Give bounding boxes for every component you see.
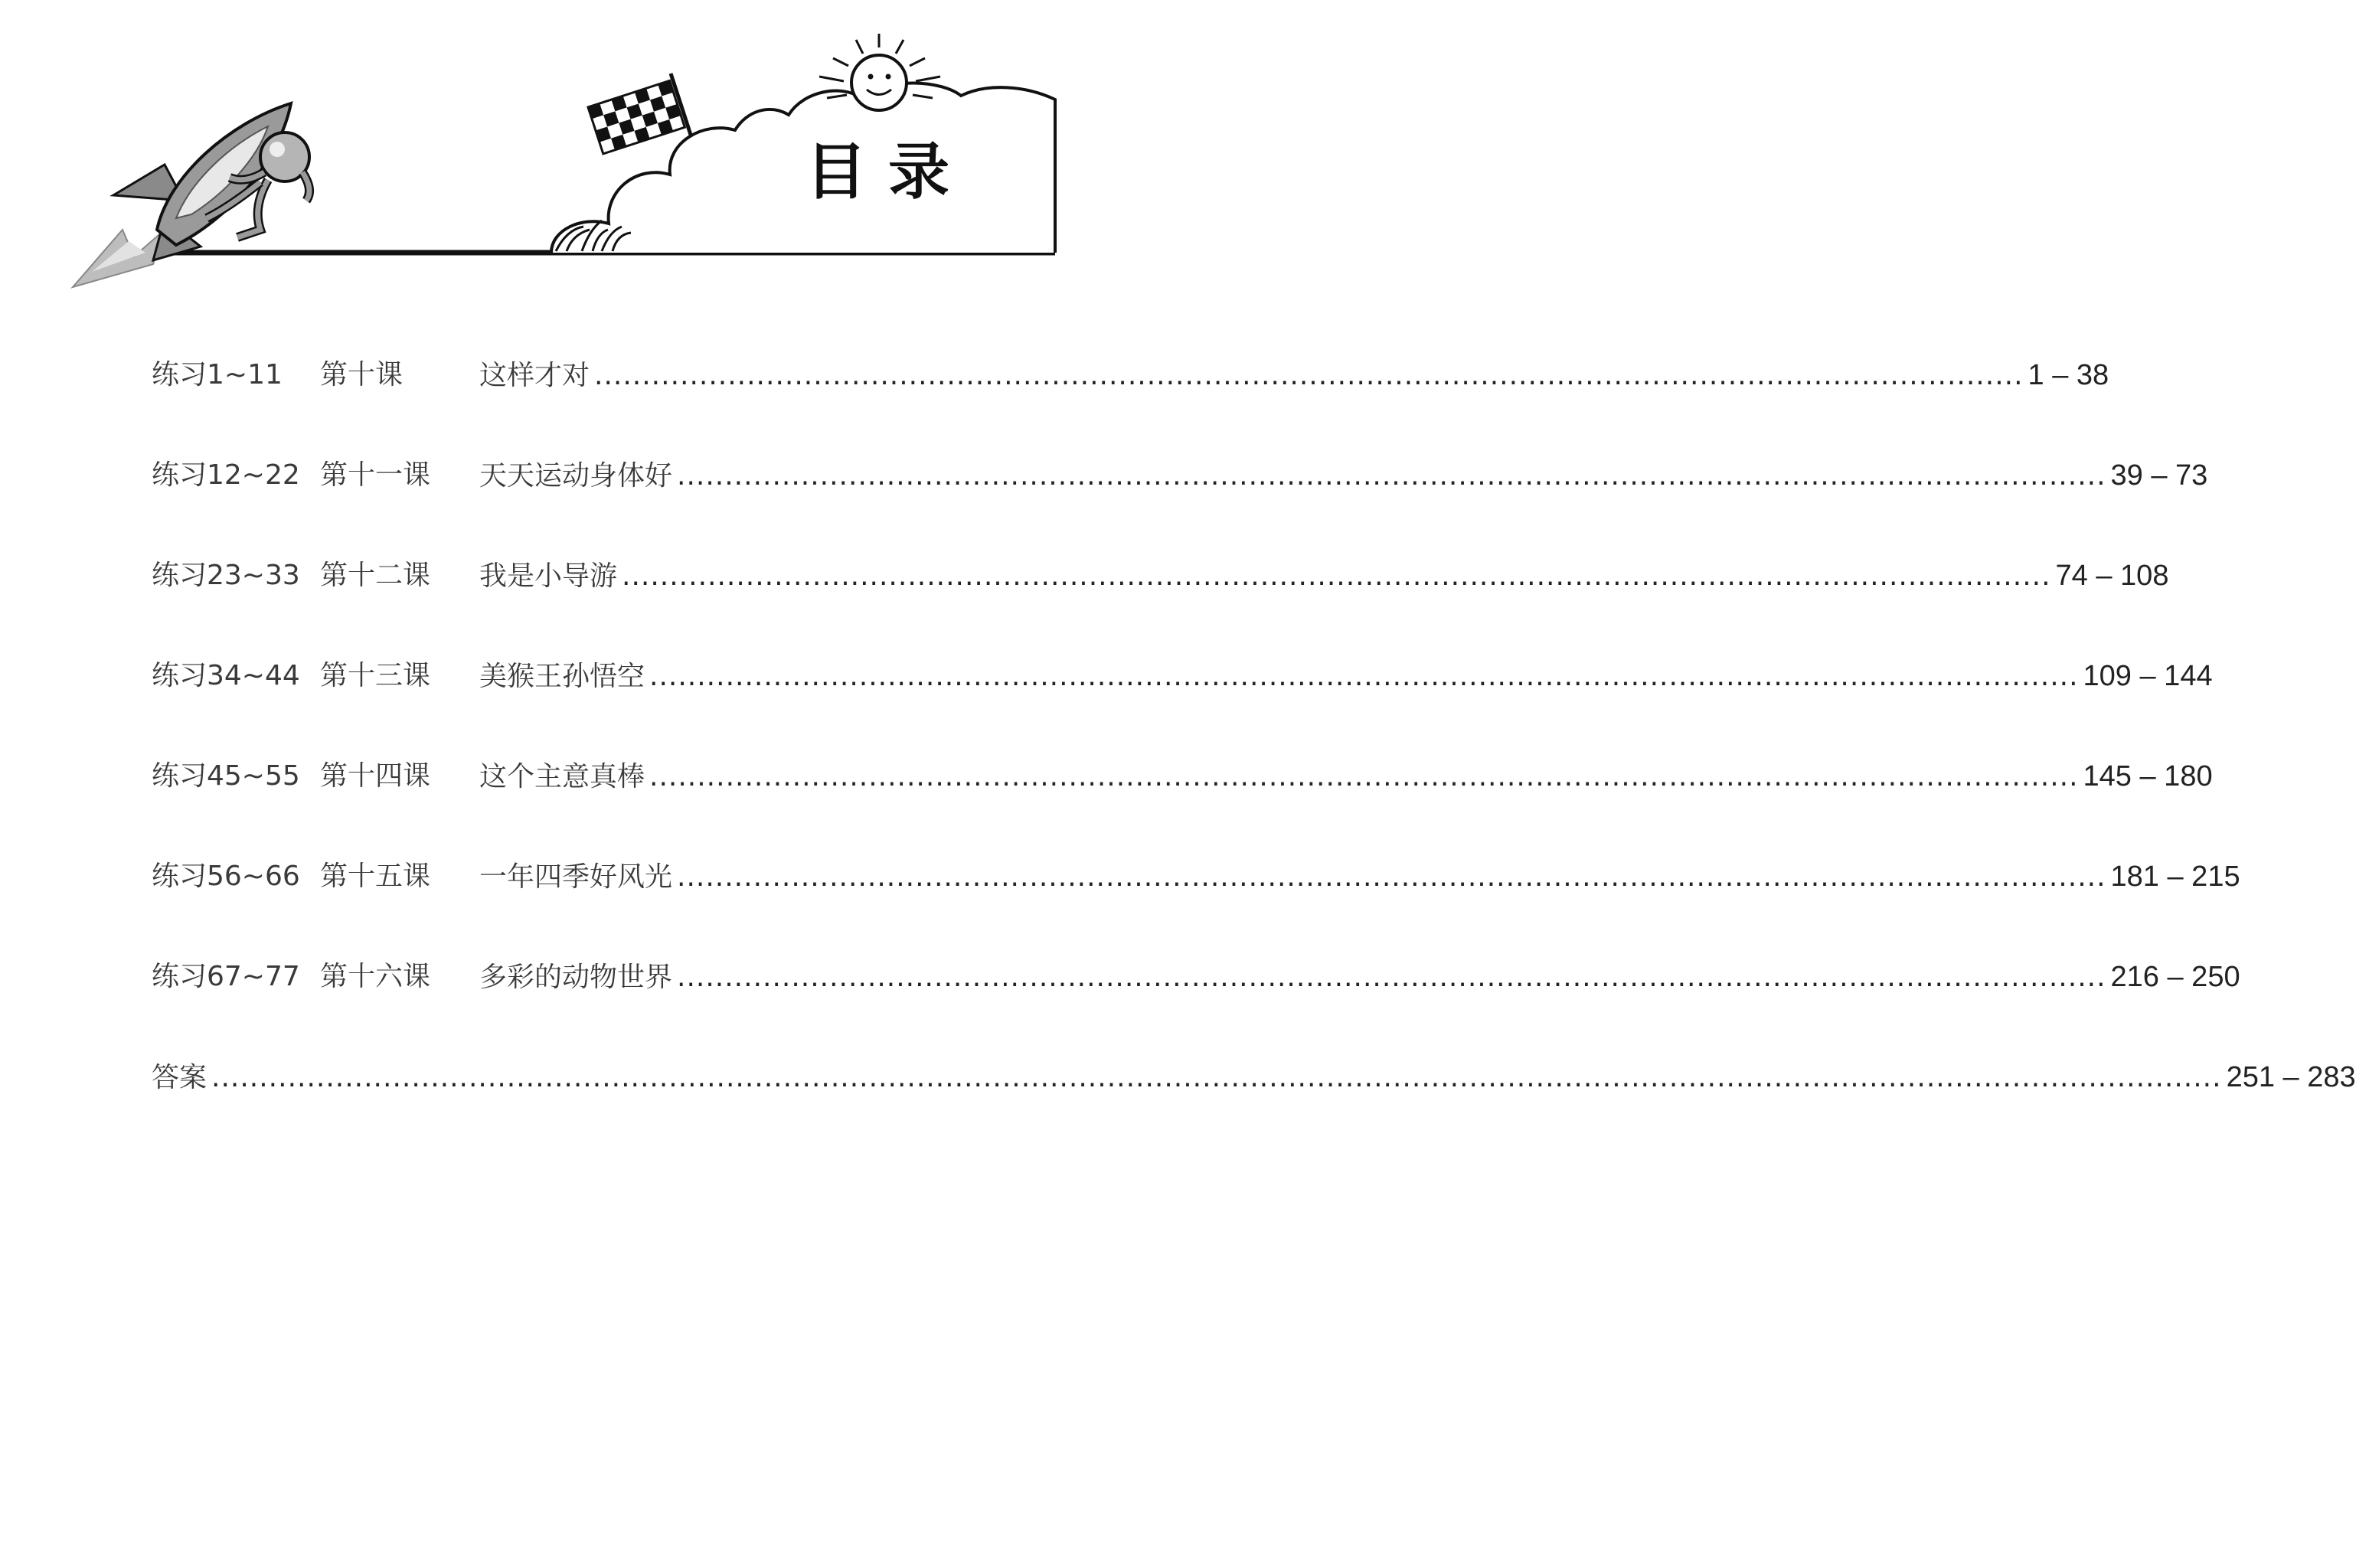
toc-row[interactable] [152,855,2240,956]
toc-exercises: 练习67~77 [152,961,300,992]
toc-exercises: 练习45~55 [152,760,300,792]
toc-row[interactable] [152,554,2169,655]
dot-leader: ...................................................................................................................................................... [622,560,2051,592]
toc-exercises: 练习23~33 [152,560,300,591]
toc-lesson: 第十六课 [320,961,431,992]
toc-pages: 145 – 180 [2083,760,2213,792]
toc-title: 美猴王孙悟空 [479,661,645,692]
toc-title: 这个主意真棒 [479,761,645,792]
toc-lesson: 第十二课 [320,560,431,591]
toc-row[interactable] [152,354,2109,454]
toc-pages: 181 – 215 [2110,861,2240,893]
toc-title: 这样才对 [479,360,590,391]
toc-row[interactable] [152,956,2240,1056]
rocket-icon [73,103,309,287]
toc-row[interactable] [152,454,2208,554]
header-illustration [0,0,1146,306]
toc-pages: 74 – 108 [2055,560,2169,592]
toc-exercises: 练习56~66 [152,861,300,892]
toc-lesson: 第十一课 [320,459,431,491]
page-title: 目录 [805,136,971,207]
toc-exercises: 练习34~44 [152,660,300,691]
toc-title: 我是小导游 [479,560,618,592]
toc-title: 多彩的动物世界 [479,962,673,993]
answers-title: 答案 [152,1062,207,1093]
toc-title: 天天运动身体好 [479,460,673,492]
toc-pages: 39 – 73 [2110,459,2208,492]
dot-leader: ................................................................................................................................................................................................................... [211,1062,2222,1093]
toc-row-answers[interactable] [152,1056,2356,1156]
toc-row[interactable] [152,755,2213,855]
toc-pages: 109 – 144 [2083,660,2213,692]
toc-pages: 216 – 250 [2110,961,2240,993]
toc-title: 一年四季好风光 [479,861,673,893]
toc-row[interactable] [152,655,2213,755]
toc-lesson: 第十五课 [320,861,431,892]
toc-lesson: 第十三课 [320,660,431,691]
dot-leader: ...................................................................................................................................................... [677,460,2106,492]
answers-pages: 251 – 283 [2226,1061,2356,1093]
checkered-flag-icon [588,74,691,154]
toc-exercises: 练习1~11 [152,359,283,390]
dot-leader: ...................................................................................................................................................... [594,360,2024,391]
dot-leader: ...................................................................................................................................................... [649,661,2079,692]
toc-pages: 1 – 38 [2028,359,2109,391]
dot-leader: ...................................................................................................................................................... [649,761,2079,792]
dot-leader: ...................................................................................................................................................... [677,861,2106,893]
table-of-contents [152,354,2356,1156]
toc-exercises: 练习12~22 [152,459,300,491]
dot-leader: ...................................................................................................................................................... [677,962,2106,993]
toc-lesson: 第十四课 [320,760,431,792]
toc-lesson: 第十课 [320,359,404,390]
